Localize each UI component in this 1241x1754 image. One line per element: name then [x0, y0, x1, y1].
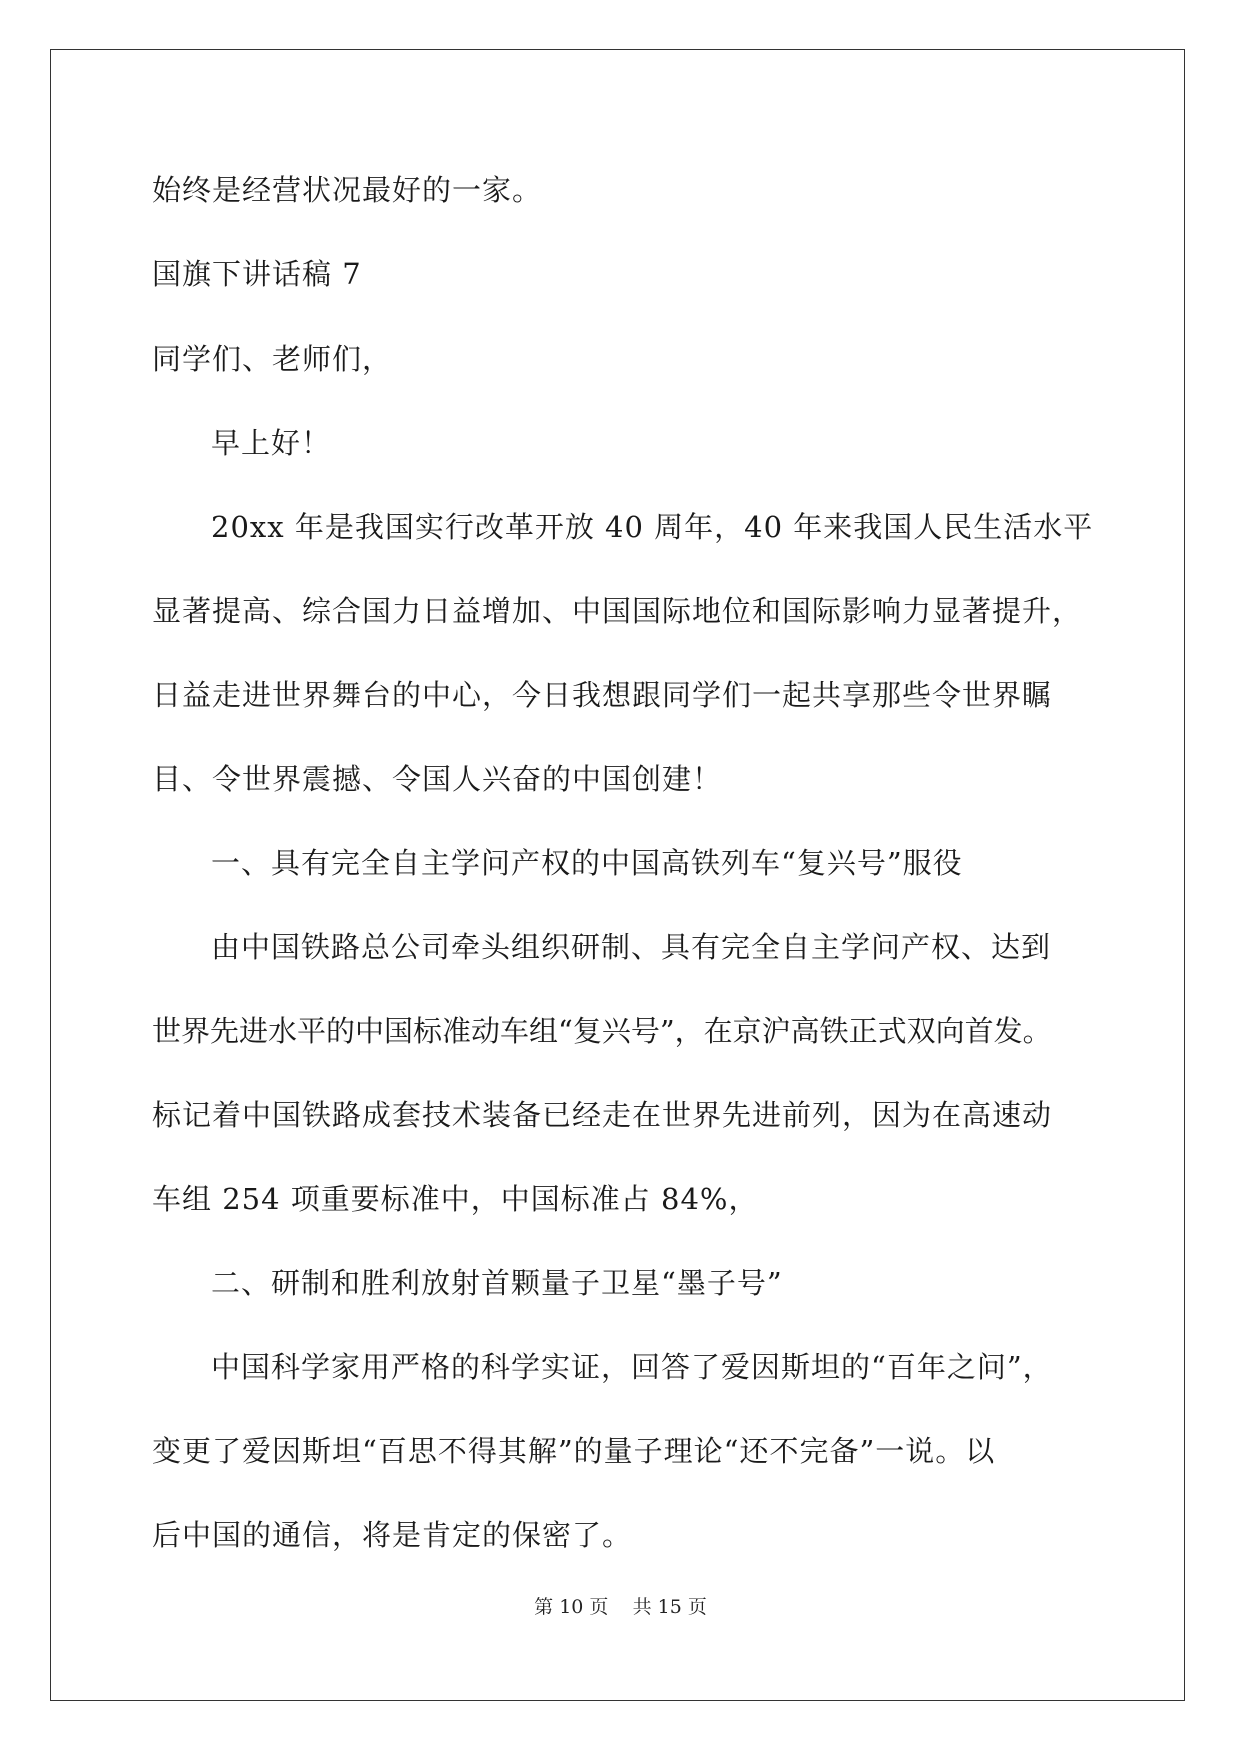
- salutation: 同学们、老师们，: [152, 342, 393, 376]
- body-line: 目、令世界震撼、令国人兴奋的中国创建！: [152, 762, 723, 796]
- body-line: 日益走进世界舞台的中心，今日我想跟同学们一起共享那些令世界瞩: [152, 678, 1053, 712]
- body-line: 20xx 年是我国实行改革开放 40 周年，40 年来我国人民生活水平: [211, 510, 1094, 544]
- section-heading: 国旗下讲话稿 7: [152, 257, 362, 291]
- list-heading: 二、研制和胜利放射首颗量子卫星“墨子号”: [211, 1266, 783, 1300]
- body-line: 变更了爱因斯坦“百思不得其解”的量子理论“还不完备”一说。以: [152, 1434, 996, 1468]
- list-heading: 一、具有完全自主学问产权的中国高铁列车“复兴号”服役: [211, 846, 963, 880]
- body-line: 始终是经营状况最好的一家。: [152, 173, 543, 207]
- body-line: 中国科学家用严格的科学实证，回答了爱因斯坦的“百年之问”，: [211, 1350, 1053, 1384]
- body-line: 后中国的通信，将是肯定的保密了。: [152, 1518, 633, 1552]
- body-line: 由中国铁路总公司牵头组织研制、具有完全自主学问产权、达到: [211, 930, 1052, 964]
- body-line: 显著提高、综合国力日益增加、中国国际地位和国际影响力显著提升，: [152, 594, 1083, 628]
- body-line: 标记着中国铁路成套技术装备已经走在世界先进前列，因为在高速动: [152, 1098, 1053, 1132]
- body-line: 世界先进水平的中国标准动车组“复兴号”，在京沪高铁正式双向首发。: [152, 1014, 1052, 1048]
- page-number-footer: 第 10 页 共 15 页: [534, 1596, 707, 1618]
- body-line: 车组 254 项重要标准中，中国标准占 84%，: [152, 1182, 759, 1216]
- greeting: 早上好！: [211, 426, 332, 460]
